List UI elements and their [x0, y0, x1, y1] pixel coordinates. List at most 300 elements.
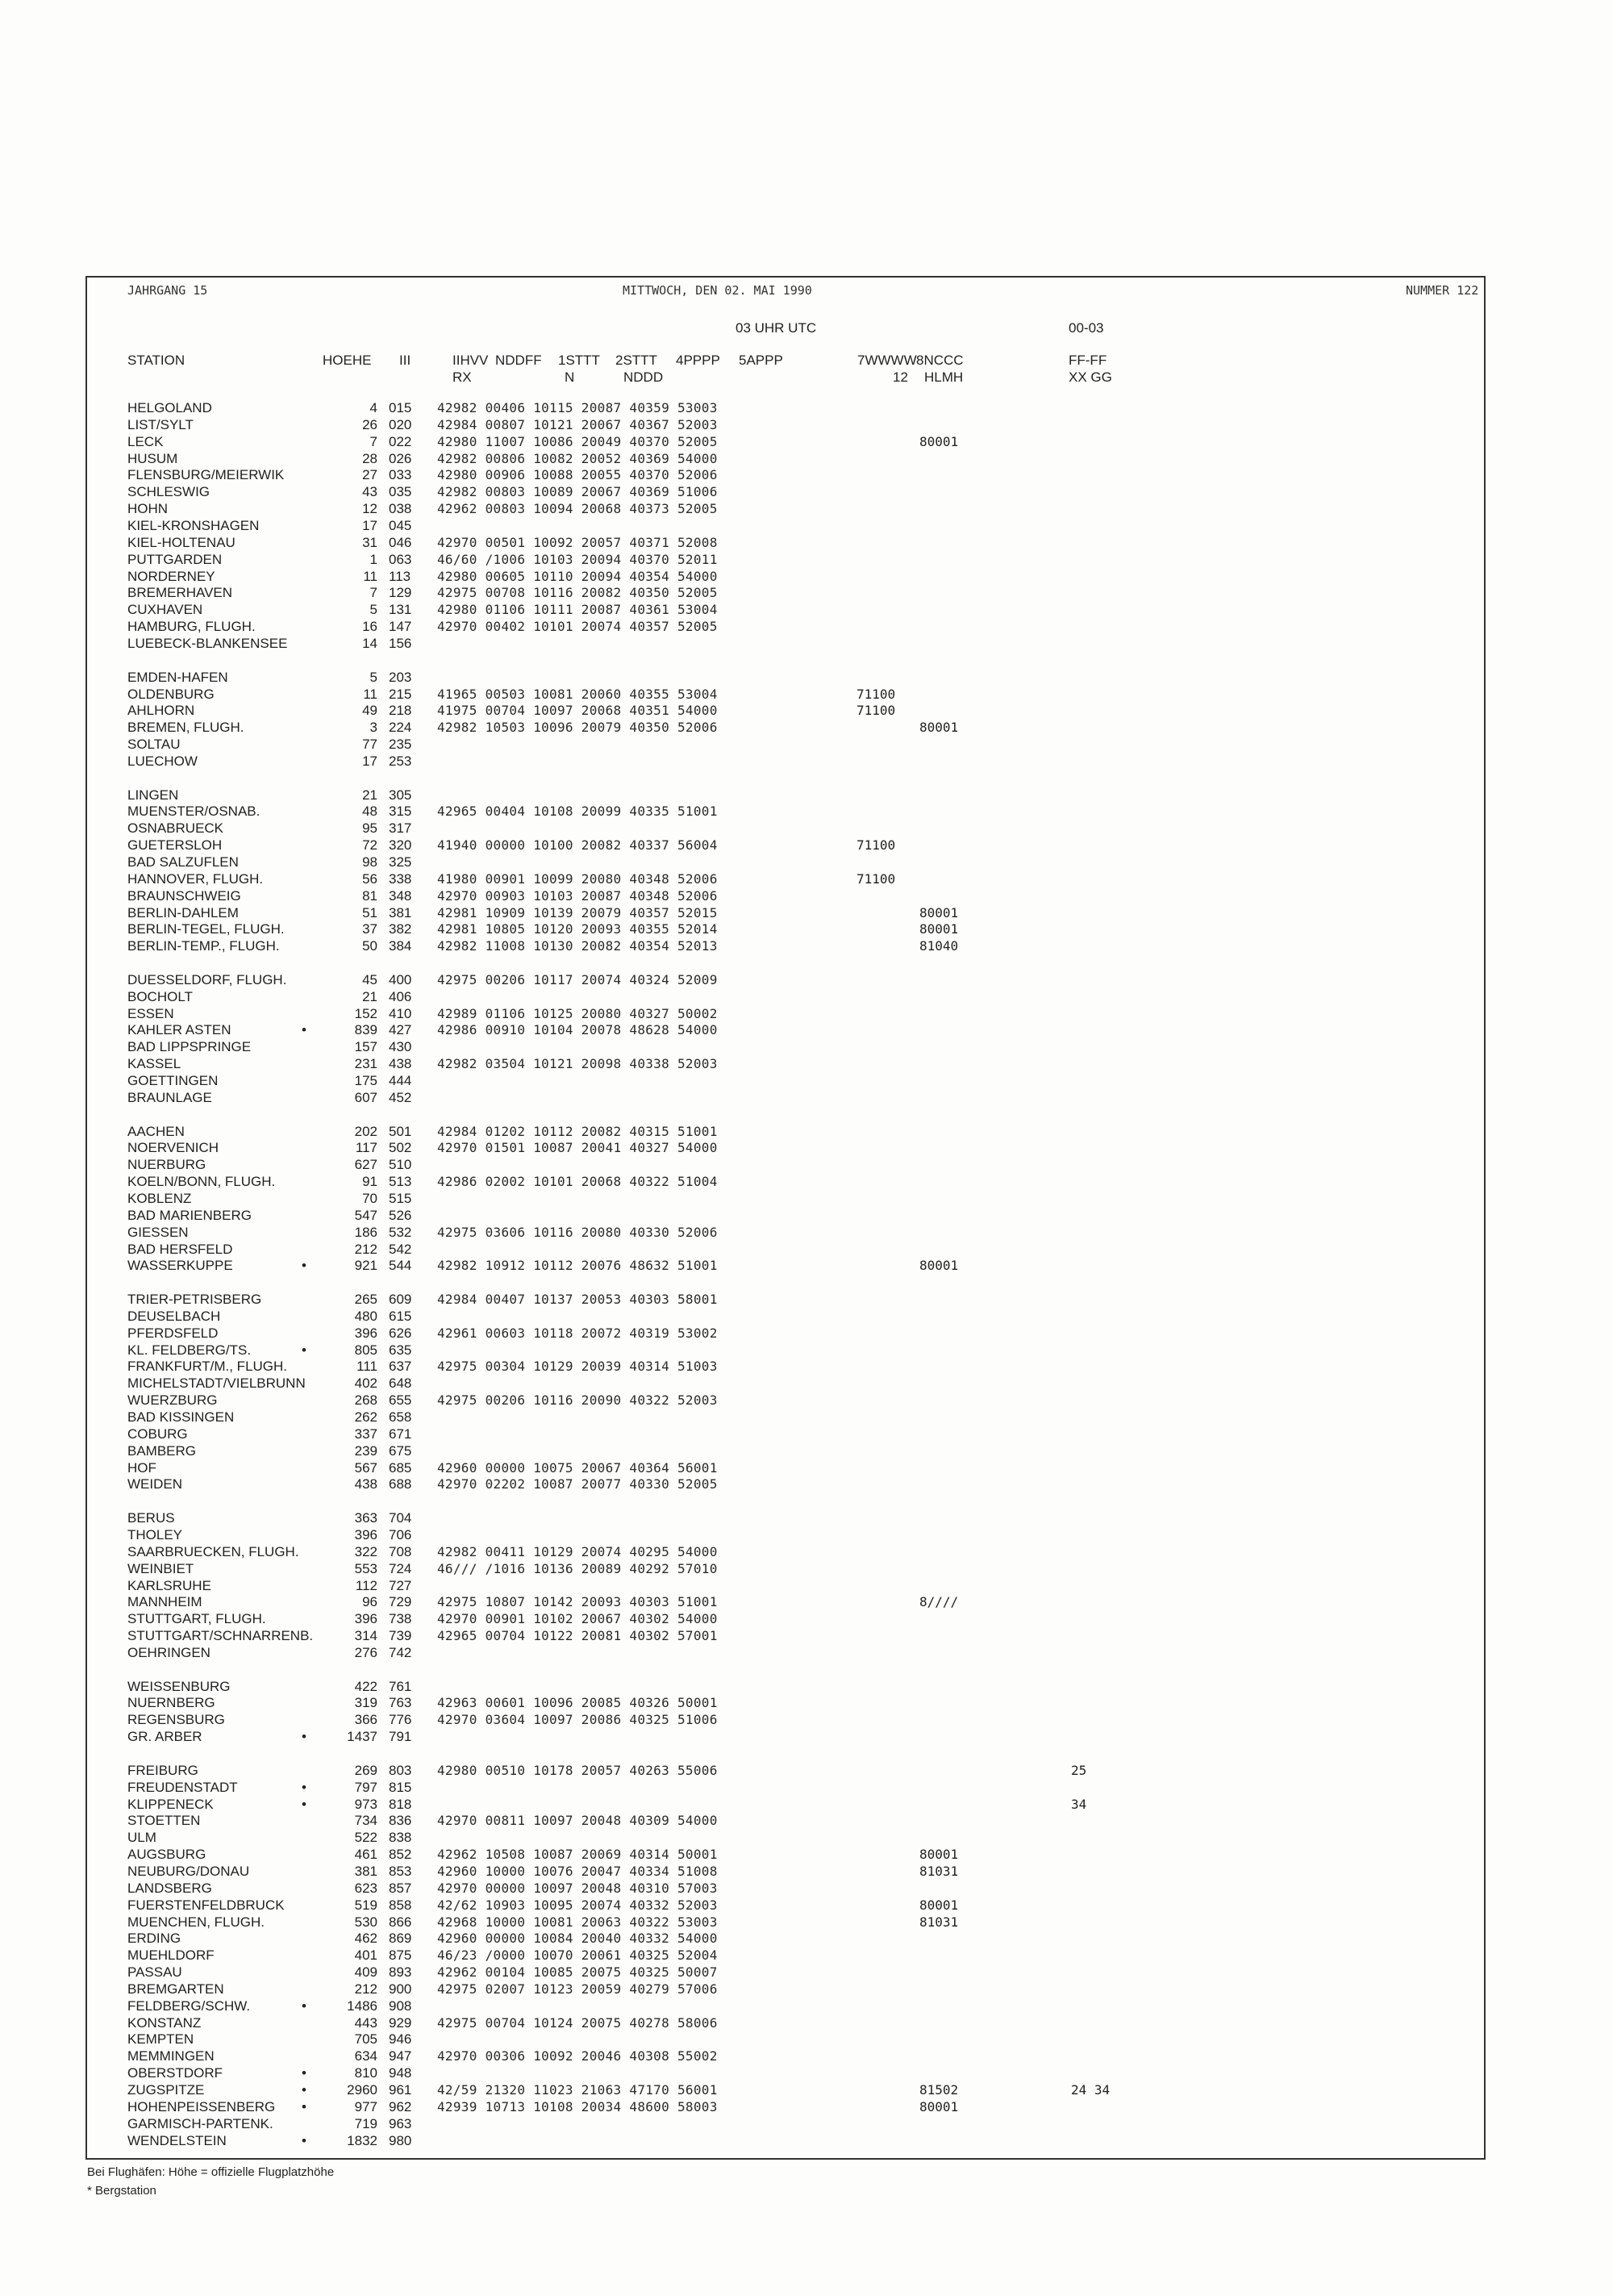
station-height: 14: [362, 635, 377, 651]
station-height: 56: [362, 870, 377, 887]
station-name: LANDSBERG: [127, 1880, 212, 1896]
station-name: FRANKFURT/M., FLUGH.: [127, 1359, 288, 1375]
station-height: 337: [354, 1426, 377, 1442]
station-height: 634: [354, 2048, 377, 2064]
station-number: 838: [389, 1830, 412, 1846]
time-range: 00-03: [1069, 320, 1104, 336]
station-name: SOLTAU: [127, 737, 181, 752]
station-name: STUTTGART/SCHNARRENB.: [127, 1628, 314, 1643]
station-name: KLIPPENECK: [127, 1796, 214, 1812]
table-row: [0, 2081, 1484, 2098]
station-number: 406: [389, 988, 412, 1004]
table-row: [0, 2132, 1484, 2149]
group-8nccc: 8////: [919, 1594, 959, 1610]
mountain-station-marker: •: [302, 2065, 306, 2081]
station-number: 708: [389, 1543, 412, 1559]
station-number: 045: [389, 518, 412, 533]
table-row: [0, 1173, 1484, 1190]
station-number: 866: [389, 1914, 412, 1930]
station-name: HOHN: [127, 501, 169, 517]
station-number: 815: [389, 1779, 412, 1795]
table-row: [0, 1694, 1484, 1711]
synop-groups: 42984 00407 10137 20053 40303 58001: [437, 1292, 718, 1307]
station-height: 212: [354, 1241, 377, 1257]
station-number: 963: [389, 2115, 412, 2131]
station-number: 658: [389, 1409, 412, 1425]
station-name: OBERSTDORF: [127, 2065, 223, 2081]
station-name: WEIDEN: [127, 1476, 182, 1492]
mountain-station-marker: •: [302, 2132, 306, 2148]
station-number: 038: [389, 501, 412, 517]
station-name: FUERSTENFELDBRUCK: [127, 1897, 285, 1913]
table-row: [0, 937, 1484, 954]
station-name: WASSERKUPPE: [127, 1258, 233, 1274]
table-row: [0, 1610, 1484, 1627]
station-name: BAD LIPPSPRINGE: [127, 1039, 252, 1055]
station-name: KOELN/BONN, FLUGH.: [127, 1174, 276, 1190]
station-name: WUERZBURG: [127, 1392, 218, 1409]
group-8nccc: 80001: [919, 720, 959, 736]
table-row: [0, 1728, 1484, 1745]
station-name: NORDERNEY: [127, 568, 215, 584]
station-number: 635: [389, 1342, 412, 1358]
station-number: 156: [389, 635, 412, 651]
station-height: 70: [362, 1190, 377, 1206]
station-number: 224: [389, 720, 412, 736]
station-number: 980: [389, 2132, 412, 2148]
station-height: 21: [362, 787, 377, 803]
synop-groups: 42989 01106 10125 20080 40327 50002: [437, 1005, 718, 1021]
station-number: 026: [389, 450, 412, 466]
synop-groups: 42970 00903 10103 20087 40348 52006: [437, 887, 718, 904]
synop-groups: 42980 00906 10088 20055 40370 52006: [437, 467, 718, 483]
station-number: 410: [389, 1005, 412, 1021]
table-row: [0, 1762, 1484, 1779]
station-name: CUXHAVEN: [127, 602, 203, 618]
station-height: 719: [354, 2115, 377, 2131]
footnote-flughafen: Bei Flughäfen: Höhe = offizielle Flugplatzhöhe: [87, 2165, 335, 2179]
station-height: 480: [354, 1308, 377, 1324]
station-height: 3: [369, 720, 377, 736]
synop-groups: 42/62 10903 10095 20074 40332 52003: [437, 1897, 718, 1913]
synop-groups: 46/// /1016 10136 20089 40292 57010: [437, 1560, 718, 1576]
station-height: 37: [362, 921, 377, 937]
station-height: 51: [362, 904, 377, 920]
station-height: 1: [369, 551, 377, 567]
group-8nccc: 80001: [919, 433, 959, 449]
synop-groups: 42982 10503 10096 20079 40350 52006: [437, 720, 718, 736]
synop-groups: 42982 00806 10082 20052 40369 54000: [437, 450, 718, 466]
station-height: 49: [362, 703, 377, 719]
mountain-station-marker: •: [302, 1022, 306, 1038]
station-number: 033: [389, 467, 412, 483]
station-height: 462: [354, 1931, 377, 1947]
station-height: 48: [362, 804, 377, 820]
station-name: KOBLENZ: [127, 1190, 192, 1206]
station-number: 875: [389, 1947, 412, 1964]
table-row: [0, 803, 1484, 820]
station-height: 152: [354, 1005, 377, 1021]
station-height: 5: [369, 602, 377, 618]
table-row: [0, 837, 1484, 854]
station-number: 609: [389, 1292, 412, 1307]
station-name: NOERVENICH: [127, 1140, 219, 1156]
table-row: [0, 1409, 1484, 1426]
table-row: [0, 2115, 1484, 2132]
station-number: 803: [389, 1762, 412, 1778]
station-number: 648: [389, 1376, 412, 1392]
mountain-station-marker: •: [302, 1258, 306, 1274]
table-row: [0, 1342, 1484, 1359]
synop-groups: 42970 00402 10101 20074 40357 52005: [437, 619, 718, 635]
station-number: 320: [389, 837, 412, 854]
station-number: 253: [389, 753, 412, 769]
synop-groups: 42982 00803 10089 20067 40369 51006: [437, 484, 718, 500]
station-height: 438: [354, 1476, 377, 1492]
station-height: 422: [354, 1678, 377, 1694]
station-name: KAHLER ASTEN: [127, 1022, 231, 1038]
station-height: 5: [369, 669, 377, 685]
station-name: GR. ARBER: [127, 1729, 202, 1745]
group-8nccc: 81502: [919, 2082, 959, 2098]
mountain-station-marker: •: [302, 1796, 306, 1812]
station-name: REGENSBURG: [127, 1712, 225, 1728]
station-number: 317: [389, 820, 412, 837]
station-number: 947: [389, 2048, 412, 2064]
table-row: [0, 719, 1484, 736]
table-row: [0, 1897, 1484, 1914]
station-number: 542: [389, 1241, 412, 1257]
station-height: 810: [354, 2065, 377, 2081]
date-label: MITTWOCH, DEN 02. MAI 1990: [623, 283, 812, 298]
group-8nccc: 80001: [919, 1897, 959, 1913]
station-number: 893: [389, 1964, 412, 1980]
synop-groups: 42975 03606 10116 20080 40330 52006: [437, 1224, 718, 1240]
station-height: 1437: [347, 1729, 377, 1745]
station-number: 857: [389, 1880, 412, 1896]
station-height: 7: [369, 585, 377, 601]
group-ff: 24 34: [1071, 2082, 1111, 2098]
station-height: 1832: [347, 2132, 377, 2148]
group-8nccc: 81031: [919, 1863, 959, 1879]
synop-groups: 41940 00000 10100 20082 40337 56004: [437, 837, 718, 854]
station-name: MEMMINGEN: [127, 2048, 215, 2064]
col-nddff: NDDFF: [495, 353, 542, 368]
synop-groups: 42960 00000 10075 20067 40364 56001: [437, 1459, 718, 1476]
col-4pppp: 4PPPP: [676, 353, 720, 368]
station-height: 396: [354, 1325, 377, 1341]
station-height: 28: [362, 450, 377, 466]
station-name: HUSUM: [127, 450, 178, 466]
table-row: [0, 787, 1484, 804]
table-row: [0, 1207, 1484, 1224]
synop-groups: 42962 00104 10085 20075 40325 50007: [437, 1964, 718, 1980]
station-height: 567: [354, 1459, 377, 1476]
table-row: [0, 920, 1484, 937]
station-number: 908: [389, 1998, 412, 2014]
synop-groups: 42970 03604 10097 20086 40325 51006: [437, 1712, 718, 1728]
station-number: 688: [389, 1476, 412, 1492]
station-name: NEUBURG/DONAU: [127, 1863, 250, 1879]
station-height: 381: [354, 1863, 377, 1879]
station-height: 443: [354, 2014, 377, 2031]
col-7wwww: 7WWWW: [857, 353, 917, 368]
station-number: 430: [389, 1039, 412, 1055]
synop-groups: 42975 00708 10116 20082 40350 52005: [437, 585, 718, 601]
table-row: [0, 1224, 1484, 1241]
synop-groups: 46/60 /1006 10103 20094 40370 52011: [437, 551, 718, 567]
table-row: [0, 450, 1484, 467]
synop-groups: 41980 00901 10099 20080 40348 52006: [437, 870, 718, 887]
station-name: ERDING: [127, 1931, 181, 1947]
col-1sttt: 1STTT: [558, 353, 600, 368]
station-name: BERUS: [127, 1510, 175, 1526]
station-number: 348: [389, 887, 412, 904]
station-number: 637: [389, 1359, 412, 1375]
station-number: 444: [389, 1073, 412, 1088]
table-row: [0, 1678, 1484, 1695]
station-name: PFERDSFELD: [127, 1325, 219, 1341]
station-height: 111: [356, 1359, 377, 1375]
station-name: ESSEN: [127, 1005, 174, 1021]
station-height: 72: [362, 837, 377, 854]
station-name: BAD HERSFELD: [127, 1241, 233, 1257]
table-row: [0, 466, 1484, 483]
table-row: [0, 1846, 1484, 1863]
station-number: 729: [389, 1594, 412, 1610]
station-name: OEHRINGEN: [127, 1644, 210, 1660]
station-height: 98: [362, 854, 377, 870]
station-number: 400: [389, 971, 412, 987]
synop-groups: 42980 01106 10111 20087 40361 53004: [437, 602, 718, 618]
synop-groups: 42982 11008 10130 20082 40354 52013: [437, 938, 718, 954]
table-row: [0, 1426, 1484, 1442]
table-row: [0, 971, 1484, 988]
station-number: 218: [389, 703, 412, 719]
table-row: [0, 1796, 1484, 1813]
table-row: [0, 1577, 1484, 1594]
table-row: [0, 399, 1484, 416]
station-name: WENDELSTEIN: [127, 2132, 227, 2148]
station-number: 852: [389, 1847, 412, 1863]
station-name: BAMBERG: [127, 1442, 197, 1459]
station-name: DEUSELBACH: [127, 1308, 221, 1324]
table-row: [0, 1139, 1484, 1156]
station-height: 31: [362, 534, 377, 550]
station-name: KARLSRUHE: [127, 1577, 211, 1593]
table-row: [0, 1072, 1484, 1089]
table-row: [0, 887, 1484, 904]
table-row: [0, 534, 1484, 551]
table-row: [0, 1123, 1484, 1140]
col-n: N: [565, 369, 575, 385]
station-name: BERLIN-DAHLEM: [127, 904, 239, 920]
synop-groups: 42970 02202 10087 20077 40330 52005: [437, 1476, 718, 1492]
table-row: [0, 1375, 1484, 1392]
mountain-station-marker: •: [302, 2082, 306, 2098]
station-height: 50: [362, 938, 377, 954]
synop-groups: 42962 10508 10087 20069 40314 50001: [437, 1847, 718, 1863]
group-8nccc: 80001: [919, 1258, 959, 1274]
table-row: [0, 1947, 1484, 1964]
station-height: 409: [354, 1964, 377, 1980]
station-height: 519: [354, 1897, 377, 1913]
table-row: [0, 736, 1484, 753]
station-number: 615: [389, 1308, 412, 1324]
table-row: [0, 1560, 1484, 1577]
group-8nccc: 80001: [919, 1847, 959, 1863]
station-number: 382: [389, 921, 412, 937]
station-height: 522: [354, 1830, 377, 1846]
station-height: 269: [354, 1762, 377, 1778]
table-row: [0, 854, 1484, 870]
table-row: [0, 686, 1484, 703]
station-height: 530: [354, 1914, 377, 1930]
station-height: 607: [354, 1089, 377, 1105]
station-height: 81: [362, 887, 377, 904]
station-number: 513: [389, 1174, 412, 1190]
synop-groups: 42970 00811 10097 20048 40309 54000: [437, 1813, 718, 1829]
station-height: 45: [362, 971, 377, 987]
table-row: [0, 2098, 1484, 2115]
station-number: 035: [389, 484, 412, 500]
station-name: MUENSTER/OSNAB.: [127, 804, 260, 820]
table-row: [0, 1089, 1484, 1106]
station-name: MUENCHEN, FLUGH.: [127, 1914, 265, 1930]
group-ff: 34: [1071, 1796, 1087, 1812]
station-number: 235: [389, 737, 412, 752]
table-row: [0, 988, 1484, 1005]
group-8nccc: 80001: [919, 904, 959, 920]
col-8nccc: 8NCCC: [916, 353, 964, 368]
station-name: NUERNBERG: [127, 1695, 215, 1711]
table-row: [0, 1964, 1484, 1981]
table-row: [0, 1325, 1484, 1342]
station-number: 147: [389, 619, 412, 635]
table-row: [0, 1021, 1484, 1038]
station-number: 704: [389, 1510, 412, 1526]
station-number: 015: [389, 400, 412, 415]
station-number: 215: [389, 686, 412, 702]
col-hoehe: HOEHE: [323, 353, 372, 368]
synop-groups: 42984 01202 10112 20082 40315 51001: [437, 1123, 718, 1139]
station-height: 627: [354, 1157, 377, 1173]
station-height: 43: [362, 484, 377, 500]
station-name: BREMERHAVEN: [127, 585, 233, 601]
station-name: MANNHEIM: [127, 1594, 202, 1610]
station-height: 27: [362, 467, 377, 483]
station-height: 157: [354, 1039, 377, 1055]
station-height: 401: [354, 1947, 377, 1964]
station-number: 129: [389, 585, 412, 601]
table-row: [0, 584, 1484, 601]
station-height: 322: [354, 1543, 377, 1559]
table-row: [0, 1005, 1484, 1022]
station-name: EMDEN-HAFEN: [127, 669, 228, 685]
station-height: 17: [362, 753, 377, 769]
col-12: 12: [893, 369, 908, 385]
table-row: [0, 1392, 1484, 1409]
table-row: [0, 483, 1484, 500]
group-7wwww: 71100: [857, 686, 896, 702]
station-name: FELDBERG/SCHW.: [127, 1998, 251, 2014]
station-number: 338: [389, 870, 412, 887]
synop-groups: 42939 10713 10108 20034 48600 58003: [437, 2098, 718, 2114]
station-number: 706: [389, 1526, 412, 1542]
station-height: 95: [362, 820, 377, 837]
col-5appp: 5APPP: [739, 353, 783, 368]
station-number: 727: [389, 1577, 412, 1593]
station-height: 186: [354, 1224, 377, 1240]
station-name: BAD MARIENBERG: [127, 1207, 252, 1223]
synop-groups: 42965 00404 10108 20099 40335 51001: [437, 804, 718, 820]
table-row: [0, 1291, 1484, 1308]
station-number: 022: [389, 433, 412, 449]
station-height: 16: [362, 619, 377, 635]
table-row: [0, 1829, 1484, 1846]
station-name: LUECHOW: [127, 753, 198, 769]
footnote-bergstation: * Bergstation: [87, 2184, 156, 2198]
synop-groups: 42968 10000 10081 20063 40322 53003: [437, 1914, 718, 1930]
station-name: BAD SALZUFLEN: [127, 854, 239, 870]
station-number: 502: [389, 1140, 412, 1156]
col-iii: III: [399, 353, 411, 368]
station-name: BREMEN, FLUGH.: [127, 720, 244, 736]
table-row: [0, 1459, 1484, 1476]
station-height: 21: [362, 988, 377, 1004]
group-7wwww: 71100: [857, 870, 896, 887]
station-name: HELGOLAND: [127, 400, 212, 415]
table-row: [0, 820, 1484, 837]
synop-groups: 42981 10805 10120 20093 40355 52014: [437, 921, 718, 937]
station-name: KASSEL: [127, 1056, 181, 1072]
table-row: [0, 1156, 1484, 1173]
station-name: AUGSBURG: [127, 1847, 206, 1863]
time-title: 03 UHR UTC: [736, 320, 817, 336]
station-number: 836: [389, 1813, 412, 1829]
station-name: STUTTGART, FLUGH.: [127, 1611, 266, 1627]
station-height: 4: [369, 400, 377, 415]
station-number: 203: [389, 669, 412, 685]
station-height: 175: [354, 1073, 377, 1088]
station-name: AHLHORN: [127, 703, 195, 719]
synop-groups: 42963 00601 10096 20085 40326 50001: [437, 1695, 718, 1711]
table-row: [0, 635, 1484, 652]
table-row: [0, 1543, 1484, 1560]
station-name: HOF: [127, 1459, 156, 1476]
table-row: [0, 1190, 1484, 1207]
station-number: 063: [389, 551, 412, 567]
station-name: LECK: [127, 433, 164, 449]
mountain-station-marker: •: [302, 1998, 306, 2014]
table-row: [0, 1241, 1484, 1258]
station-name: BAD KISSINGEN: [127, 1409, 235, 1425]
station-number: 675: [389, 1442, 412, 1459]
station-name: SCHLESWIG: [127, 484, 210, 500]
station-number: 501: [389, 1123, 412, 1139]
synop-groups: 42970 01501 10087 20041 40327 54000: [437, 1140, 718, 1156]
table-row: [0, 1627, 1484, 1644]
station-name: BRAUNLAGE: [127, 1089, 212, 1105]
group-8nccc: 81031: [919, 1914, 959, 1930]
synop-groups: 42961 00603 10118 20072 40319 53002: [437, 1325, 718, 1341]
station-name: HAMBURG, FLUGH.: [127, 619, 256, 635]
station-number: 427: [389, 1022, 412, 1038]
synop-groups: 41965 00503 10081 20060 40355 53004: [437, 686, 718, 702]
station-name: COBURG: [127, 1426, 188, 1442]
station-height: 239: [354, 1442, 377, 1459]
station-name: WEINBIET: [127, 1560, 194, 1576]
